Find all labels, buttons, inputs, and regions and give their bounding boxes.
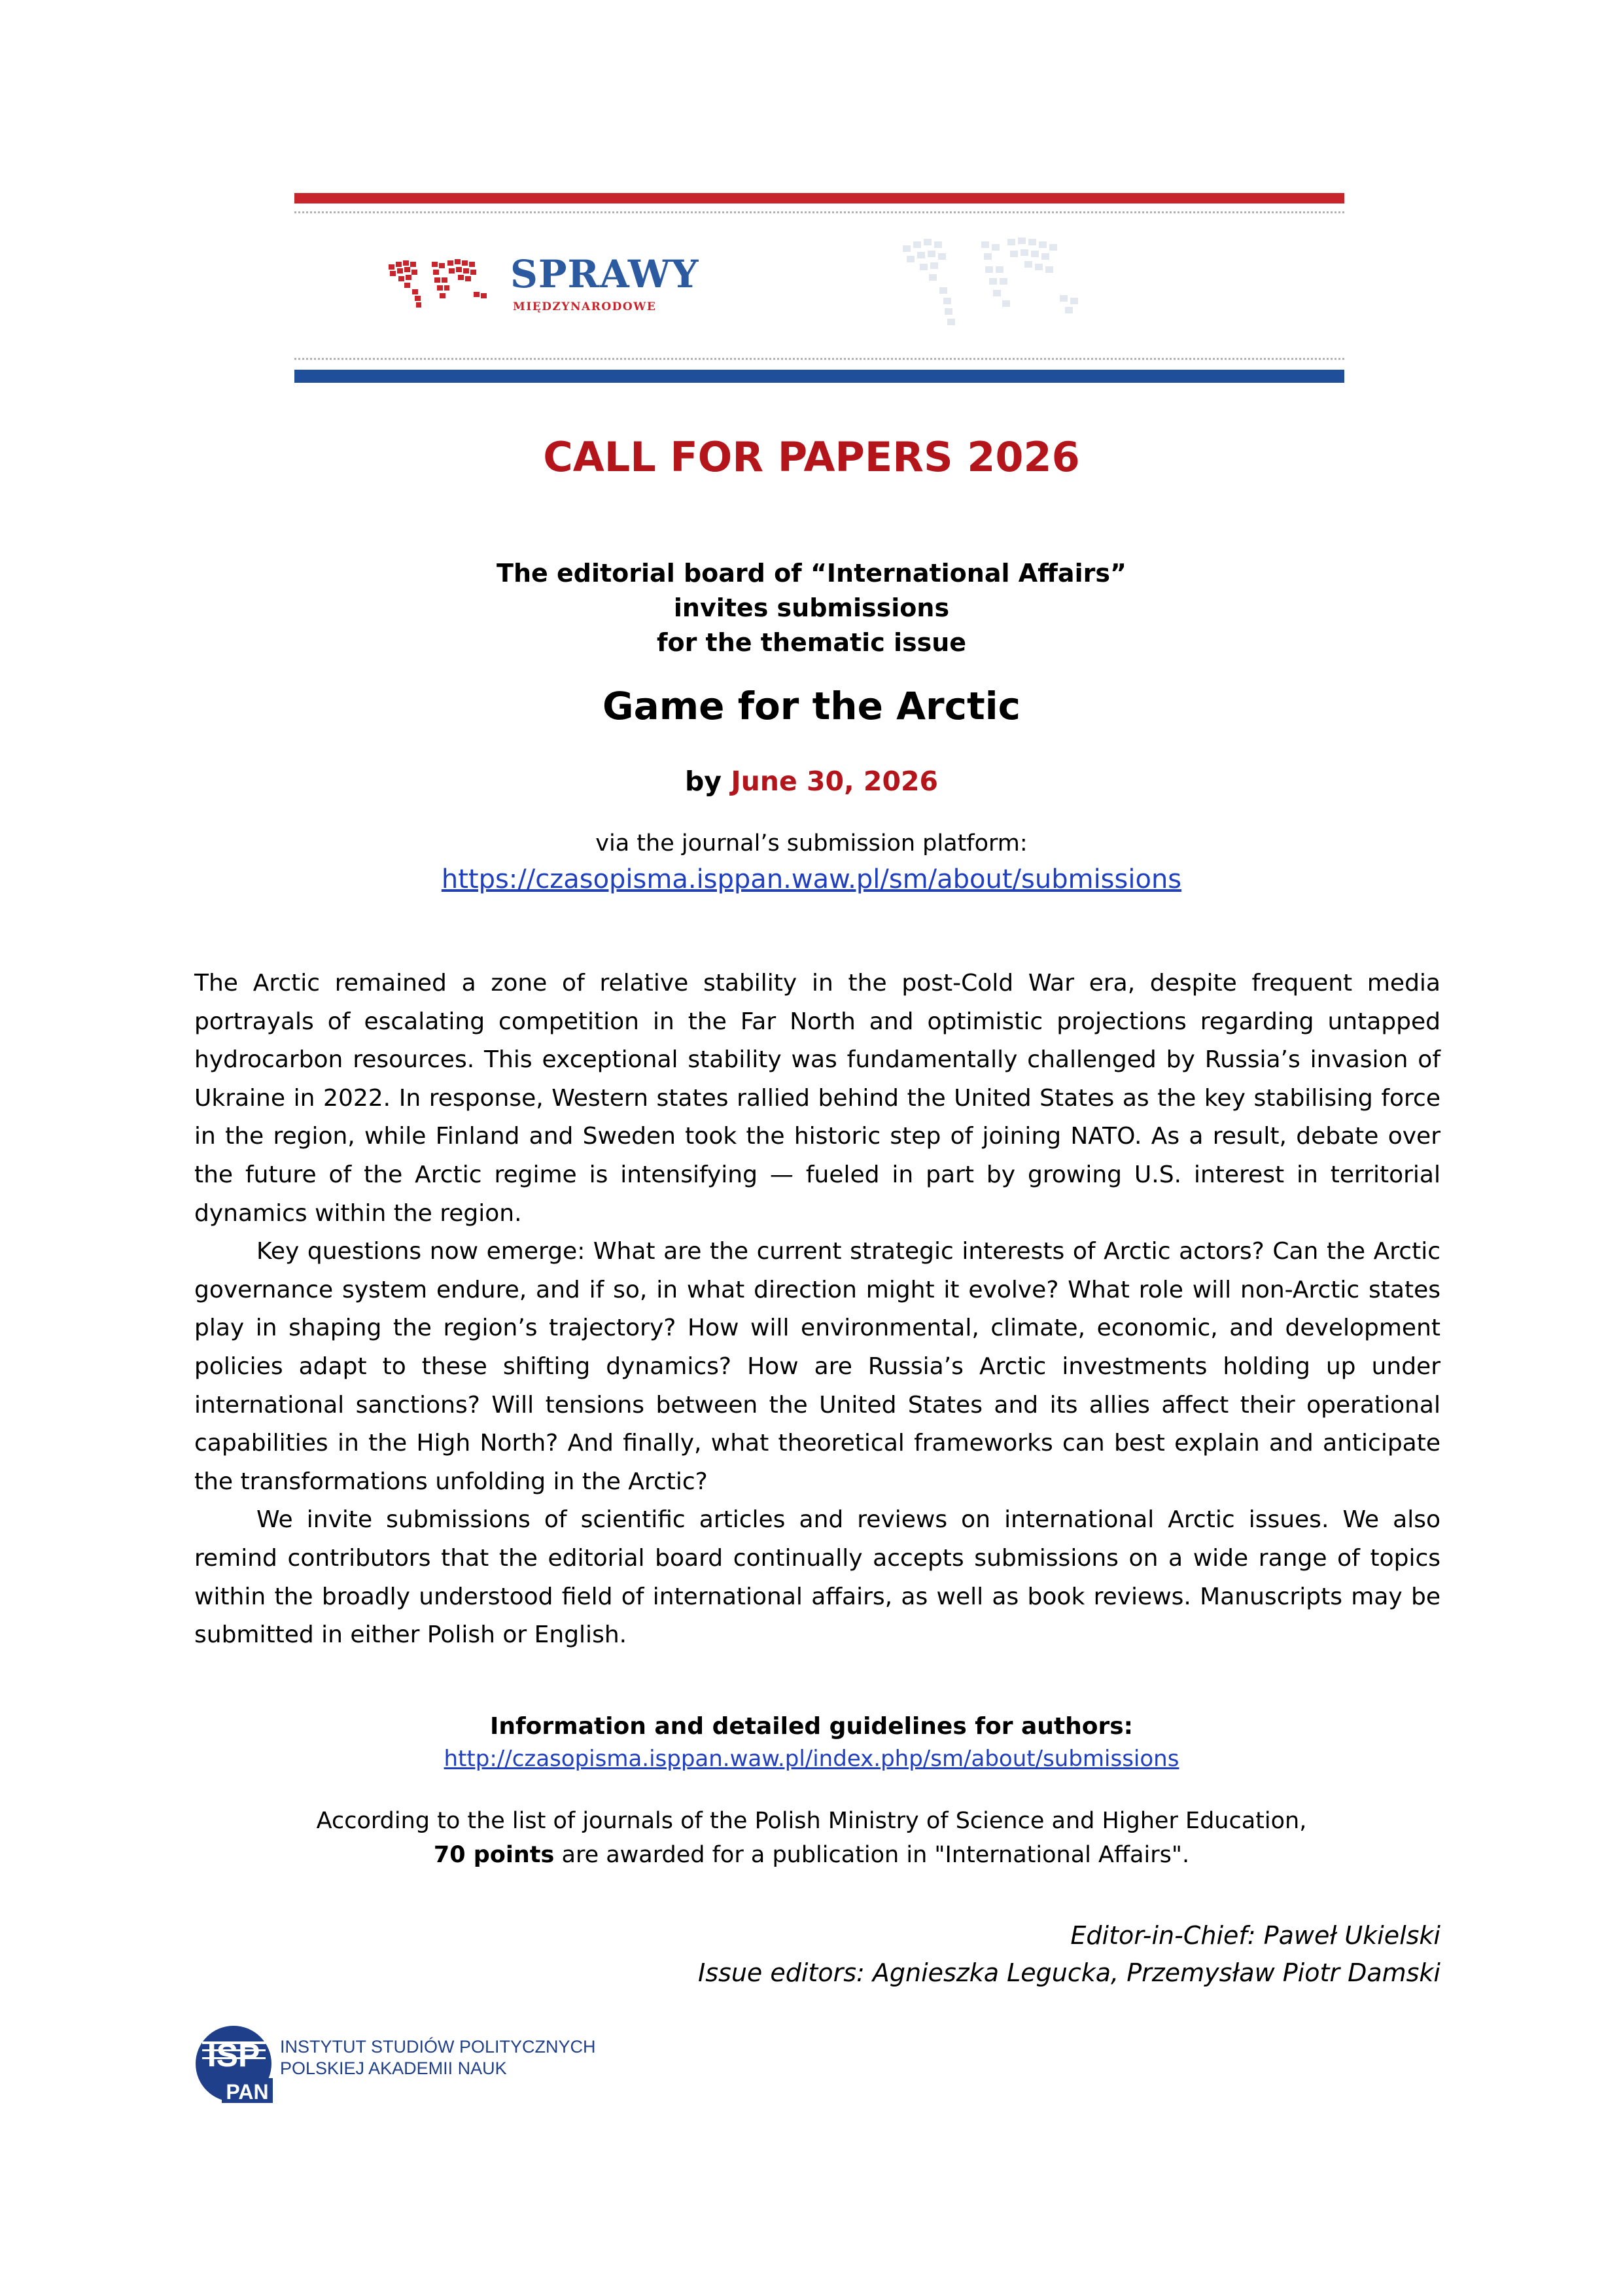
- institute-name: [280, 2036, 596, 2079]
- journal-logo-subtitle: MIĘDZYNARODOWE: [513, 300, 657, 313]
- body-paragraph-2: Key questions now emerge: What are the current strategic interests of Arctic actors? Can the Arctic governance system endure, and if so, in what direction might it evolve? What role will non-Arctic states play in shaping the region’s trajectory? How will environmental, climate, economic, and development policies adapt to these shifting dynamics? How are Russia’s Arctic investments holding up under international sanctions? Will tensions between the United States and its allies affect their operational capabilities in the High North? And finally, what theoretical frameworks can best explain and anticipate the transformations unfolding in the Arctic?: [194, 1238, 1440, 1495]
- points-value: 70 points: [433, 1842, 555, 1868]
- guidelines-link-container: [0, 1746, 1623, 1773]
- banner-red-bar: [294, 193, 1344, 203]
- journal-banner: [294, 193, 1344, 383]
- body-paragraph-1: The Arctic remained a zone of relative stability in the post-Cold War era, despite frequent media portrayals of escalating competition in the Far North and optimistic projections regarding untapped hydrocarbon resources. This exceptional stability was fundamentally challenged by Russia’s invasion of Ukraine in 2022. In response, Western states rallied behind the United States as the key stabilising force in the region, while Finland and Sweden took the historic step of joining NATO. As a result, debate over the future of the Arctic regime is intensifying — fueled in part by growing U.S. interest in territorial dynamics within the region.: [194, 970, 1440, 1227]
- banner-blue-bar: [294, 370, 1344, 383]
- editor-in-chief: Editor-in-Chief: Paweł Ukielski: [1070, 1921, 1440, 1950]
- isp-pan-logo-icon: [193, 2023, 275, 2105]
- institute-name-line-1: INSTYTUT STUDIÓW POLITYCZNYCH: [280, 2037, 596, 2057]
- institute-name-line-2: POLSKIEJ AKADEMII NAUK: [280, 2058, 507, 2078]
- invitation-line-3: for the thematic issue: [656, 628, 967, 657]
- issue-title: Game for the Arctic: [602, 684, 1021, 728]
- issue-editors: Issue editors: Agnieszka Legucka, Przemysław Piotr Damski: [698, 1958, 1440, 1987]
- deadline-date: June 30, 2026: [731, 766, 939, 797]
- banner-dotted-rule-top: [294, 211, 1344, 213]
- submission-platform-container: [0, 864, 1623, 895]
- editors-block: [698, 1917, 1440, 1992]
- guidelines-heading: Information and detailed guidelines for authors:: [489, 1713, 1134, 1740]
- world-map-logo-icon: [386, 255, 494, 314]
- invitation-line-1: The editorial board of “International Affairs”: [497, 559, 1126, 588]
- invitation-text: [0, 556, 1623, 660]
- ministry-points-note: [0, 1804, 1623, 1872]
- ministry-line-2-rest: are awarded for a publication in "International Affairs".: [554, 1842, 1190, 1868]
- submission-platform-link[interactable]: https://czasopisma.isppan.waw.pl/sm/about/submissions: [441, 864, 1182, 894]
- ministry-line-1: According to the list of journals of the Polish Ministry of Science and Higher Education,: [316, 1808, 1307, 1834]
- isp-logo-letters: ISP: [207, 2037, 260, 2074]
- pan-logo-letters: PAN: [226, 2080, 269, 2104]
- ministry-line-2: [0, 1838, 1623, 1872]
- page-title: CALL FOR PAPERS 2026: [543, 433, 1080, 481]
- deadline: [0, 767, 1623, 796]
- deadline-prefix: by: [684, 766, 731, 797]
- call-description: [194, 964, 1440, 1655]
- banner-dotted-rule-bottom: [294, 358, 1344, 360]
- invitation-line-2: invites submissions: [673, 593, 950, 622]
- guidelines-link[interactable]: http://czasopisma.isppan.waw.pl/index.php/sm/about/submissions: [444, 1746, 1179, 1772]
- body-paragraph-3: We invite submissions of scientific articles and reviews on international Arctic issues. We also remind contributors that the editorial board continually accepts submissions on a wide range of topics within the broadly understood field of international affairs, as well as book reviews. Manuscripts may be submitted in either Polish or English.: [194, 1506, 1440, 1649]
- faded-world-map-icon: [903, 232, 1119, 347]
- submission-platform-label: via the journal’s submission platform:: [595, 830, 1028, 857]
- journal-logo-wordmark: SPRAWY: [510, 252, 699, 296]
